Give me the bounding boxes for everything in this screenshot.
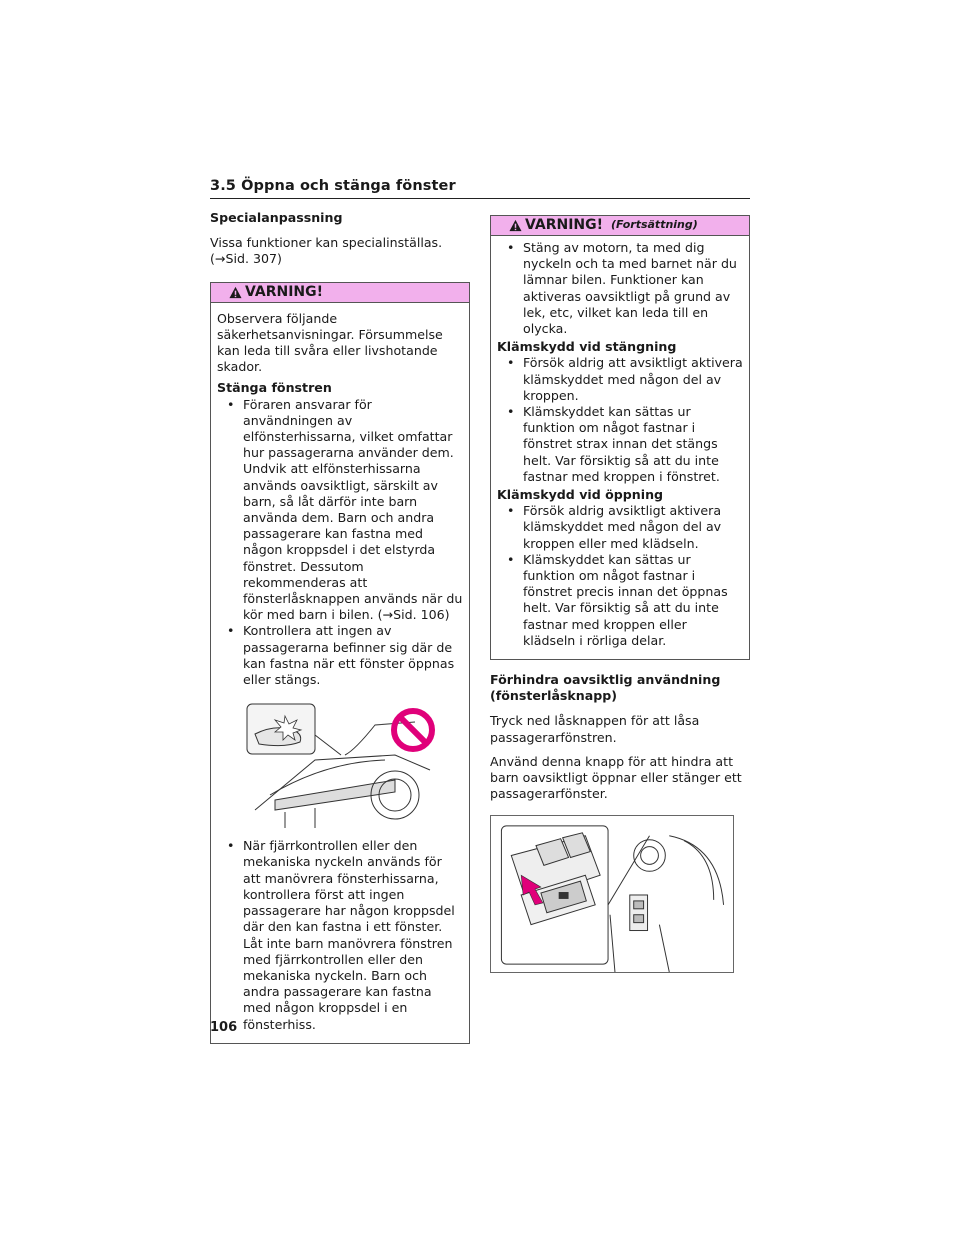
section-header: [210, 178, 750, 199]
warning-title-bar: [491, 216, 749, 236]
lock-button-heading: Förhindra oavsiktlig användning (fönsterlåsknapp): [490, 672, 721, 704]
pinch-hazard-icon: [245, 700, 435, 828]
window-pinch-illustration: [245, 700, 435, 828]
warning-lead: Observera följande säkerhetsanvisningar. Försummelse kan leda till svåra eller livshotande skador.: [217, 310, 443, 375]
section-title: 3.5 Öppna och stänga fönster: [210, 178, 456, 194]
warning-subheading: Stänga fönstren: [217, 380, 332, 396]
warning-subheading: Klämskydd vid stängning: [497, 339, 677, 355]
list-item: • Föraren ansvarar för användningen av elfönsterhissarna, vilket omfattar hur passagerarna använder dem. Undvik att elfönsterhissarna används oavsiktligt, särskilt av barn, så låt därför inte barn använda dem. Barn och andra passagerare kan fastna med någon kroppsdel i det elstyrda fönstret. Dessutom rekommenderas att fönsterlåsknappen används när du kör med barn i bilen. (→Sid. 106): [217, 397, 463, 624]
page-number: 106: [210, 1020, 238, 1035]
warning-title: VARNING!: [245, 284, 324, 300]
header-rule: [210, 198, 750, 199]
list-item: • Kontrollera att ingen av passagerarna befinner sig där de kan fastna när ett fönster öppnas eller stängs.: [217, 623, 463, 688]
warning-list-2: [217, 838, 463, 1032]
warning-triangle-icon: [509, 219, 522, 232]
warning-triangle-icon: [229, 286, 242, 299]
list-item: • Klämskyddet kan sättas ur funktion om något fastnar i fönstret precis innan det öppnas helt. Var försiktig så att du inte fastnar med kroppen eller klädseln i rörliga delar.: [497, 552, 743, 649]
list-item: • Klämskyddet kan sättas ur funktion om något fastnar i fönstret strax innan det stängs helt. Var försiktig så att du inte fastnar med kroppen i fönstret.: [497, 404, 743, 485]
warning-list: [497, 355, 743, 485]
list-item: • Försök aldrig att avsiktligt aktivera klämskyddet med någon del av kroppen.: [497, 355, 743, 404]
window-lock-switch-icon: [491, 816, 733, 972]
list-item: • Försök aldrig avsiktligt aktivera klämskyddet med någon del av kroppen eller med klädseln.: [497, 503, 743, 552]
window-lock-switch-illustration: [490, 815, 734, 973]
warning-title-bar: [211, 283, 469, 303]
warning-body: [491, 236, 749, 659]
warning-continued-label: (Fortsättning): [611, 218, 698, 232]
list-item: • När fjärrkontrollen eller den mekaniska nyckeln används för att manövrera fönsterhissarna, kontrollera först att ingen passagerare har någon kroppsdel där den kan fastna i ett fönster. Låt inte barn manövrera fönstren med fjärrkontrollen eller den mekaniska nyckeln. Barn och andra passagerare kan fastna med någon kroppsdel i en fönsterhiss.: [217, 838, 463, 1032]
warning-title: VARNING!: [525, 217, 604, 234]
warning-list: [497, 240, 743, 337]
warning-list: [217, 397, 463, 689]
list-item: • Stäng av motorn, ta med dig nyckeln och ta med barnet när du lämnar bilen. Funktioner kan aktiveras oavsiktligt på grund av lek, etc, vilket kan leda till en olycka.: [497, 240, 743, 337]
right-column: [490, 215, 750, 973]
warning-box: [210, 282, 470, 1044]
left-column: [210, 210, 470, 1044]
warning-box-continued: [490, 215, 750, 660]
warning-body: [211, 303, 469, 1043]
warning-list: [497, 503, 743, 649]
lock-button-text-2: Använd denna knapp för att hindra att barn oavsiktligt öppnar eller stänger ett passagerarfönster.: [490, 753, 742, 802]
warning-subheading: Klämskydd vid öppning: [497, 487, 664, 503]
customization-text: Vissa funktioner kan specialinställas. (→Sid. 307): [210, 235, 443, 267]
lock-button-text-1: Tryck ned låsknappen för att låsa passagerarfönstren.: [490, 713, 700, 745]
customization-heading: Specialanpassning: [210, 210, 343, 225]
